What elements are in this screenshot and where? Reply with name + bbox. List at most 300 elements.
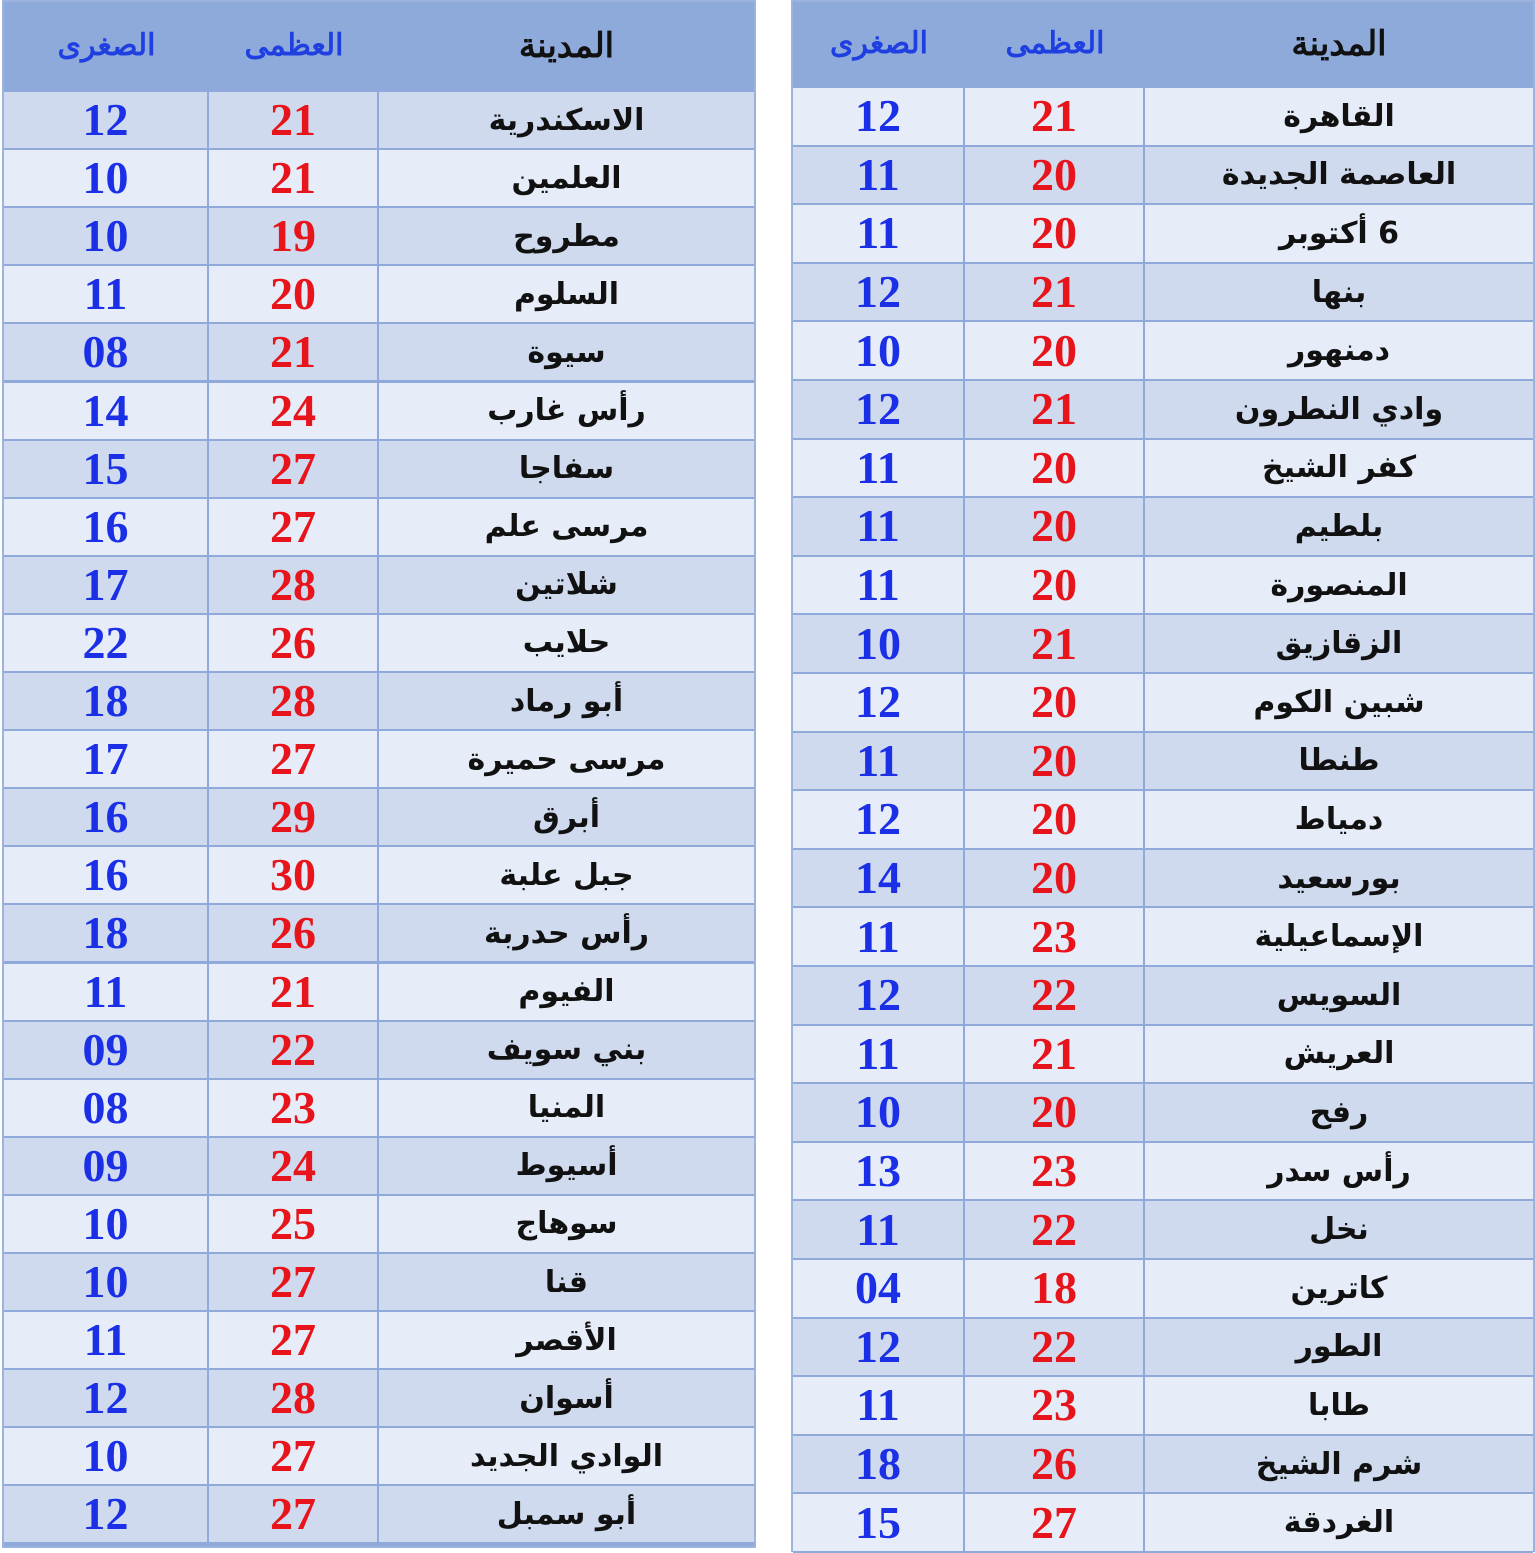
min-temp: 11 [856, 910, 900, 962]
min-temp-cell [4, 499, 209, 555]
max-temp-cell [965, 1260, 1145, 1317]
city-name-cell [1145, 205, 1533, 262]
city-name-cell [1145, 1494, 1533, 1551]
table-row [793, 674, 1533, 733]
table-row [4, 673, 754, 731]
city-name: أبو سمبل [496, 1496, 637, 1532]
city-name: العريش [1283, 1036, 1395, 1072]
header-max-temp: العظمى [1005, 26, 1105, 61]
city-name: بني سويف [486, 1032, 647, 1068]
table-right-grid [793, 2, 1533, 1550]
city-name: السويس [1276, 977, 1402, 1013]
max-temp-cell [965, 615, 1145, 672]
table-row [4, 1486, 754, 1544]
city-name: 6 أكتوبر [1278, 215, 1400, 251]
header-min-temp-cell [793, 2, 965, 85]
city-name: دمياط [1294, 801, 1384, 837]
max-temp: 20 [1031, 441, 1077, 493]
min-temp: 16 [82, 500, 129, 552]
min-temp-cell [4, 1254, 209, 1310]
city-name: جبل علبة [499, 857, 634, 893]
max-temp-cell [209, 1022, 379, 1078]
min-temp-cell [4, 92, 209, 148]
max-temp: 20 [1031, 676, 1077, 728]
min-temp: 12 [855, 793, 901, 845]
min-temp-cell [4, 1312, 209, 1368]
min-temp: 12 [855, 266, 901, 318]
min-temp-cell [793, 1377, 965, 1434]
table-row [793, 1084, 1533, 1143]
header-min-temp: الصغرى [57, 28, 156, 63]
min-temp: 11 [856, 207, 900, 259]
min-temp: 22 [82, 616, 129, 668]
table-row [4, 1254, 754, 1312]
max-temp-cell [209, 266, 379, 322]
min-temp-cell [793, 1494, 965, 1551]
max-temp: 28 [270, 675, 316, 727]
max-temp: 20 [270, 268, 316, 320]
min-temp-cell [793, 967, 965, 1024]
max-temp-cell [209, 1254, 379, 1310]
min-temp: 10 [82, 152, 129, 204]
table-row [4, 905, 754, 963]
max-temp-cell [965, 1026, 1145, 1083]
min-temp-cell [4, 1080, 209, 1136]
max-temp: 20 [1031, 324, 1077, 376]
min-temp: 12 [855, 969, 901, 1021]
city-name: المنيا [527, 1090, 606, 1126]
min-temp: 11 [856, 441, 900, 493]
max-temp: 18 [1031, 1262, 1077, 1314]
city-name: طنطا [1298, 743, 1380, 779]
city-name-cell [1145, 498, 1533, 555]
min-temp-cell [793, 1436, 965, 1493]
max-temp-cell [209, 731, 379, 787]
min-temp: 11 [83, 268, 128, 320]
city-name-cell [1145, 1026, 1533, 1083]
min-temp-cell [793, 88, 965, 145]
min-temp: 09 [82, 1023, 129, 1075]
min-temp-cell [4, 673, 209, 729]
min-temp: 14 [855, 852, 901, 904]
city-name-cell [379, 1080, 754, 1136]
table-row [4, 1312, 754, 1370]
city-name: كفر الشيخ [1261, 450, 1417, 486]
city-name-cell [379, 92, 754, 148]
max-temp: 25 [270, 1197, 316, 1249]
max-temp: 27 [270, 1488, 316, 1540]
table-row [793, 850, 1533, 909]
min-temp: 11 [856, 559, 900, 611]
max-temp-cell [209, 789, 379, 845]
min-temp: 10 [82, 1197, 129, 1249]
min-temp-cell [793, 733, 965, 790]
min-temp-cell [793, 557, 965, 614]
table-row [4, 1196, 754, 1254]
max-temp: 23 [1031, 1379, 1077, 1431]
table-row [4, 441, 754, 499]
city-name: وادي النطرون [1234, 391, 1444, 427]
max-temp-cell [965, 1494, 1145, 1551]
city-name: السلوم [513, 276, 620, 312]
table-row [793, 1201, 1533, 1260]
city-name-cell [1145, 322, 1533, 379]
max-temp: 28 [270, 1372, 316, 1424]
header-min-temp: الصغرى [830, 26, 928, 61]
min-temp: 10 [82, 1430, 129, 1482]
max-temp: 23 [1031, 1145, 1077, 1197]
table-row [4, 324, 754, 382]
min-temp-cell [793, 908, 965, 965]
city-name: طابا [1307, 1387, 1371, 1423]
max-temp: 21 [1031, 617, 1077, 669]
city-name: أسيوط [515, 1148, 618, 1184]
min-temp-cell [793, 264, 965, 321]
min-temp: 11 [856, 148, 900, 200]
min-temp-cell [4, 905, 209, 961]
max-temp-cell [209, 1428, 379, 1484]
city-name-cell [379, 1138, 754, 1194]
table-row [793, 264, 1533, 323]
city-name: مطروح [513, 218, 620, 254]
min-temp: 04 [855, 1262, 901, 1314]
min-temp: 12 [855, 90, 901, 142]
max-temp: 20 [1031, 559, 1077, 611]
table-row [793, 967, 1533, 1026]
city-name-cell [379, 847, 754, 903]
max-temp: 29 [270, 791, 316, 843]
header-max-temp-cell [209, 2, 379, 89]
max-temp: 26 [1031, 1438, 1077, 1490]
header-city: المدينة [1291, 23, 1387, 64]
table-row [4, 150, 754, 208]
max-temp-cell [209, 615, 379, 671]
min-temp-cell [793, 1026, 965, 1083]
city-name: أبرق [532, 799, 601, 835]
table-row [793, 440, 1533, 499]
table-row [793, 88, 1533, 147]
max-temp-cell [965, 88, 1145, 145]
table-row [793, 1436, 1533, 1495]
min-temp: 18 [82, 907, 129, 959]
city-name-cell [1145, 147, 1533, 204]
min-temp: 11 [856, 1203, 900, 1255]
max-temp-cell [965, 322, 1145, 379]
header-max-temp-cell [965, 2, 1145, 85]
max-temp-cell [209, 1370, 379, 1426]
max-temp: 21 [270, 965, 316, 1017]
city-name-cell [1145, 615, 1533, 672]
min-temp: 11 [83, 965, 128, 1017]
city-name-cell [379, 1254, 754, 1310]
min-temp-cell [4, 1486, 209, 1542]
table-row [793, 557, 1533, 616]
max-temp-cell [965, 1377, 1145, 1434]
max-temp: 22 [270, 1023, 316, 1075]
min-temp: 16 [82, 849, 129, 901]
max-temp-cell [965, 147, 1145, 204]
max-temp-cell [965, 1143, 1145, 1200]
min-temp: 12 [855, 676, 901, 728]
table-row [793, 381, 1533, 440]
table-row [4, 383, 754, 441]
max-temp: 21 [1031, 266, 1077, 318]
min-temp: 11 [856, 1379, 900, 1431]
min-temp-cell [4, 383, 209, 439]
max-temp: 23 [1031, 910, 1077, 962]
min-temp-cell [793, 1201, 965, 1258]
min-temp: 11 [856, 500, 900, 552]
min-temp-cell [793, 205, 965, 262]
city-name-cell [379, 964, 754, 1020]
min-temp: 13 [855, 1145, 901, 1197]
max-temp-cell [965, 733, 1145, 790]
city-name: الفيوم [518, 974, 615, 1010]
city-name: شبين الكوم [1253, 684, 1425, 720]
max-temp-cell [209, 383, 379, 439]
max-temp: 21 [1031, 383, 1077, 435]
city-name-cell [379, 905, 754, 961]
table-row [4, 731, 754, 789]
table-row [793, 1319, 1533, 1378]
city-name: بلطيم [1294, 508, 1384, 544]
min-temp-cell [4, 557, 209, 613]
table-row [4, 789, 754, 847]
table-row [793, 147, 1533, 206]
city-name-cell [379, 499, 754, 555]
city-name-cell [1145, 1436, 1533, 1493]
header-city-cell [1145, 2, 1533, 85]
table-row [4, 964, 754, 1022]
min-temp: 10 [855, 1086, 901, 1138]
city-name-cell [1145, 381, 1533, 438]
max-temp: 20 [1031, 500, 1077, 552]
min-temp-cell [4, 324, 209, 380]
max-temp-cell [965, 440, 1145, 497]
min-temp-cell [4, 847, 209, 903]
max-temp: 23 [270, 1081, 316, 1133]
max-temp: 22 [1031, 1203, 1077, 1255]
city-name: شلاتين [515, 567, 618, 603]
min-temp-cell [793, 381, 965, 438]
table-row [793, 1377, 1533, 1436]
max-temp: 27 [270, 1314, 316, 1366]
max-temp-cell [209, 1138, 379, 1194]
max-temp-cell [209, 964, 379, 1020]
city-name-cell [1145, 440, 1533, 497]
city-name: رأس حدربة [483, 915, 650, 951]
max-temp-cell [965, 205, 1145, 262]
city-name: كاترين [1290, 1270, 1388, 1306]
city-name-cell [379, 789, 754, 845]
min-temp-cell [4, 441, 209, 497]
temperature-table-left [2, 0, 756, 1548]
city-name-cell [379, 441, 754, 497]
city-name-cell [1145, 1201, 1533, 1258]
city-name-cell [379, 383, 754, 439]
city-name: الإسماعيلية [1254, 919, 1424, 955]
max-temp-cell [965, 791, 1145, 848]
min-temp: 09 [82, 1139, 129, 1191]
temperature-table-right [791, 0, 1535, 1552]
min-temp-cell [4, 1138, 209, 1194]
city-name-cell [1145, 1319, 1533, 1376]
max-temp-cell [965, 1201, 1145, 1258]
city-name: رأس غارب [487, 393, 646, 429]
city-name: سيوة [527, 334, 606, 370]
city-name: رفح [1309, 1094, 1369, 1130]
min-temp: 18 [82, 675, 129, 727]
max-temp-cell [209, 1312, 379, 1368]
max-temp: 21 [1031, 1027, 1077, 1079]
min-temp-cell [793, 498, 965, 555]
city-name: أبو رماد [509, 683, 624, 719]
max-temp: 24 [270, 1139, 316, 1191]
city-name-cell [379, 1486, 754, 1542]
max-temp: 26 [270, 616, 316, 668]
max-temp: 27 [1031, 1496, 1077, 1548]
city-name: المنصورة [1270, 567, 1408, 603]
city-name-cell [379, 150, 754, 206]
min-temp: 11 [83, 1314, 128, 1366]
city-name-cell [1145, 88, 1533, 145]
max-temp-cell [965, 381, 1145, 438]
city-name: الاسكندرية [488, 102, 645, 138]
min-temp: 15 [855, 1496, 901, 1548]
min-temp: 14 [82, 384, 129, 436]
table-row [793, 1026, 1533, 1085]
city-name: حلايب [522, 625, 611, 661]
max-temp-cell [209, 92, 379, 148]
min-temp: 15 [82, 442, 129, 494]
max-temp: 28 [270, 558, 316, 610]
min-temp-cell [793, 615, 965, 672]
max-temp: 21 [270, 326, 316, 378]
max-temp-cell [965, 908, 1145, 965]
table-row [4, 1428, 754, 1486]
max-temp: 22 [1031, 969, 1077, 1021]
city-name: العاصمة الجديدة [1221, 157, 1457, 193]
city-name-cell [379, 557, 754, 613]
table-header-row [793, 2, 1533, 88]
max-temp-cell [209, 208, 379, 264]
city-name: القاهرة [1283, 98, 1395, 134]
city-name-cell [1145, 1377, 1533, 1434]
city-name-cell [1145, 1084, 1533, 1141]
min-temp-cell [793, 674, 965, 731]
min-temp-cell [793, 1319, 965, 1376]
city-name: مرسى علم [484, 509, 649, 545]
table-row [793, 908, 1533, 967]
min-temp-cell [793, 1084, 965, 1141]
max-temp-cell [965, 264, 1145, 321]
min-temp: 11 [856, 734, 900, 786]
min-temp-cell [793, 1143, 965, 1200]
table-row [4, 557, 754, 615]
city-name: شرم الشيخ [1255, 1446, 1423, 1482]
max-temp-cell [209, 557, 379, 613]
city-name: مرسى حميرة [467, 741, 666, 777]
max-temp-cell [965, 1084, 1145, 1141]
min-temp: 17 [82, 558, 129, 610]
city-name-cell [1145, 908, 1533, 965]
min-temp-cell [793, 850, 965, 907]
city-name-cell [1145, 1260, 1533, 1317]
min-temp-cell [793, 322, 965, 379]
header-city: المدينة [518, 25, 615, 66]
min-temp: 08 [82, 326, 129, 378]
max-temp: 20 [1031, 793, 1077, 845]
city-name-cell [379, 615, 754, 671]
min-temp-cell [793, 440, 965, 497]
max-temp-cell [209, 1486, 379, 1542]
city-name-cell [379, 731, 754, 787]
max-temp: 20 [1031, 207, 1077, 259]
city-name: سفاجا [518, 451, 615, 487]
city-name-cell [1145, 264, 1533, 321]
max-temp-cell [209, 673, 379, 729]
city-name: أسوان [519, 1380, 614, 1416]
city-name-cell [1145, 557, 1533, 614]
city-name-cell [379, 1196, 754, 1252]
min-temp: 12 [82, 1372, 129, 1424]
max-temp: 19 [270, 210, 316, 262]
table-row [793, 1494, 1533, 1553]
header-city-cell [379, 2, 754, 89]
table-row [4, 208, 754, 266]
min-temp: 10 [82, 210, 129, 262]
table-row [793, 733, 1533, 792]
max-temp: 27 [270, 733, 316, 785]
city-name: قنا [544, 1264, 589, 1300]
min-temp-cell [4, 1428, 209, 1484]
city-name-cell [379, 1428, 754, 1484]
max-temp-cell [209, 441, 379, 497]
max-temp-cell [965, 674, 1145, 731]
max-temp: 27 [270, 442, 316, 494]
city-name: الوادي الجديد [469, 1438, 664, 1474]
table-row [793, 615, 1533, 674]
city-name-cell [1145, 791, 1533, 848]
city-name-cell [379, 1312, 754, 1368]
min-temp: 17 [82, 733, 129, 785]
city-name-cell [379, 1022, 754, 1078]
city-name: رأس سدر [1267, 1153, 1411, 1189]
city-name-cell [379, 673, 754, 729]
min-temp-cell [4, 964, 209, 1020]
max-temp-cell [965, 967, 1145, 1024]
city-name-cell [1145, 733, 1533, 790]
max-temp: 20 [1031, 852, 1077, 904]
min-temp: 12 [82, 94, 129, 146]
header-min-temp-cell [4, 2, 209, 89]
max-temp-cell [965, 498, 1145, 555]
max-temp-cell [209, 905, 379, 961]
min-temp: 10 [855, 324, 901, 376]
city-name-cell [379, 266, 754, 322]
min-temp-cell [793, 1260, 965, 1317]
table-row [4, 92, 754, 150]
min-temp-cell [4, 1370, 209, 1426]
max-temp-cell [209, 150, 379, 206]
table-row [793, 498, 1533, 557]
table-row [4, 266, 754, 324]
min-temp-cell [4, 150, 209, 206]
min-temp-cell [4, 731, 209, 787]
table-row [4, 847, 754, 905]
city-name: نخل [1309, 1212, 1369, 1248]
max-temp-cell [965, 1436, 1145, 1493]
